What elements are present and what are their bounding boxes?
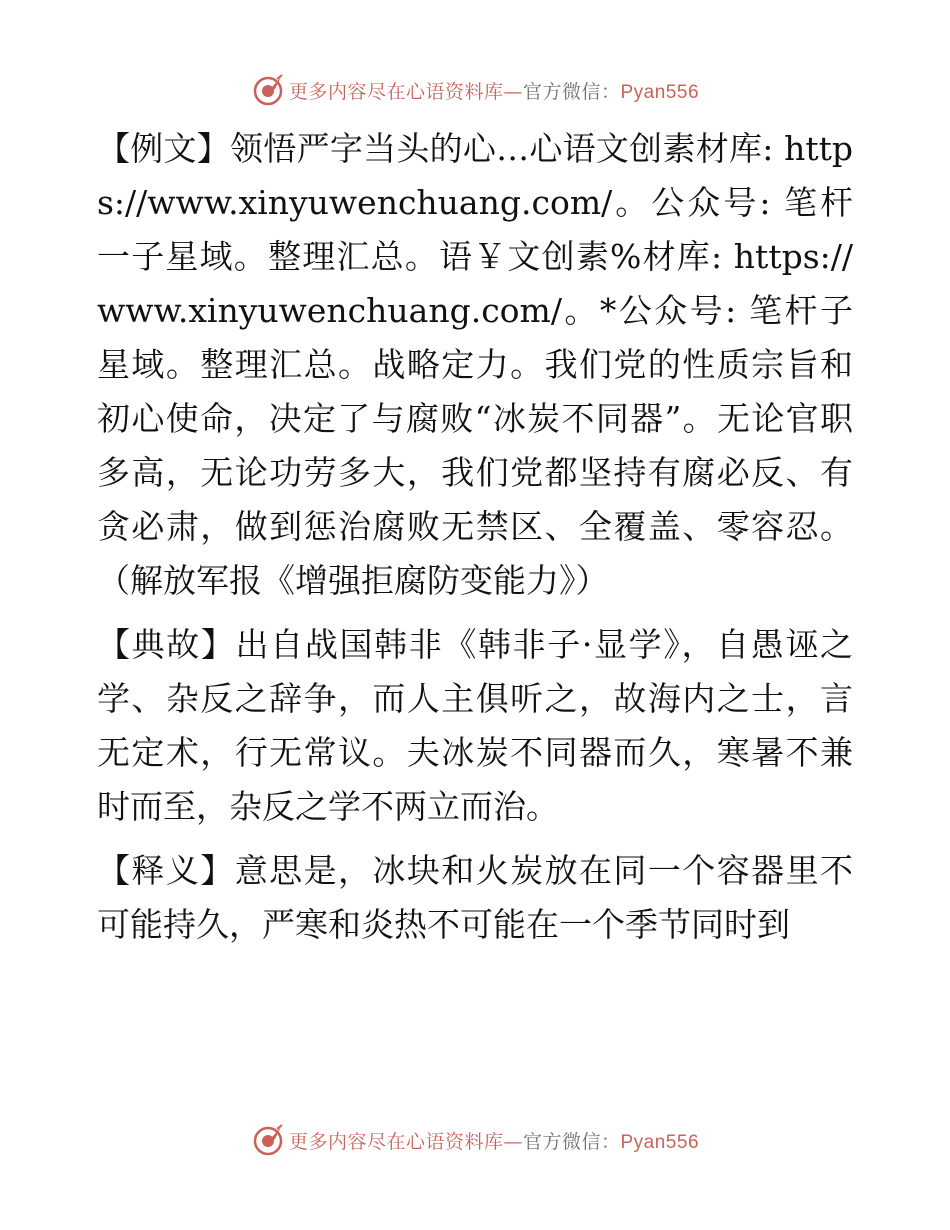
watermark-dash: — bbox=[503, 1130, 523, 1153]
header-watermark bbox=[0, 72, 950, 108]
watermark-dash: — bbox=[503, 80, 523, 103]
watermark-main: 更多内容尽在心语资料库 bbox=[288, 80, 504, 103]
watermark-main: 更多内容尽在心语资料库 bbox=[288, 1130, 504, 1153]
watermark-id: Pyan556 bbox=[620, 1131, 700, 1153]
watermark-brand: 官方微信： bbox=[522, 1130, 621, 1153]
paragraph-allusion bbox=[97, 618, 853, 834]
paragraph-tag: 【例文】 bbox=[97, 129, 231, 168]
paragraph-tag: 【释义】 bbox=[97, 851, 235, 890]
paragraph-definition bbox=[97, 844, 853, 952]
watermark-text bbox=[289, 77, 699, 104]
quill-logo-icon bbox=[251, 1123, 285, 1157]
paragraph-tag: 【典故】 bbox=[97, 625, 236, 664]
watermark-id: Pyan556 bbox=[620, 81, 700, 103]
paragraph-text: 领悟严字当头的心…心语文创素材库: https://www.xinyuwenchuang.com/。公众号: 笔杆一子星域。整理汇总。语￥文创素%材库: https://www.xinyuwenchuang.com/。*公众号: 笔杆子星域。整理汇总。战略定力。我们党的性质宗旨和初心使命，决定了与腐败“冰炭不同器”。无论官职多高，无论功劳多大，我们党都坚持有腐必反、有贪必肃，做到惩治腐败无禁区、全覆盖、零容忍。（解放军报《增强拒腐防变能力》） bbox=[97, 129, 853, 600]
paragraph-example bbox=[97, 122, 853, 608]
paragraph-text: 意思是，冰块和火炭放在同一个容器里不可能持久，严寒和炎热不可能在一个季节同时到 bbox=[97, 851, 854, 944]
watermark-brand: 官方微信： bbox=[522, 80, 621, 103]
footer-watermark bbox=[0, 1122, 950, 1158]
paragraph-text: 出自战国韩非《韩非子·显学》，自愚诬之学、杂反之辞争，而人主俱听之，故海内之士，言无定术，行无常议。夫冰炭不同器而久，寒暑不兼时而至，杂反之学不两立而治。 bbox=[97, 625, 853, 826]
watermark-text bbox=[289, 1127, 699, 1154]
quill-logo-icon bbox=[251, 73, 285, 107]
document-body bbox=[97, 122, 853, 962]
